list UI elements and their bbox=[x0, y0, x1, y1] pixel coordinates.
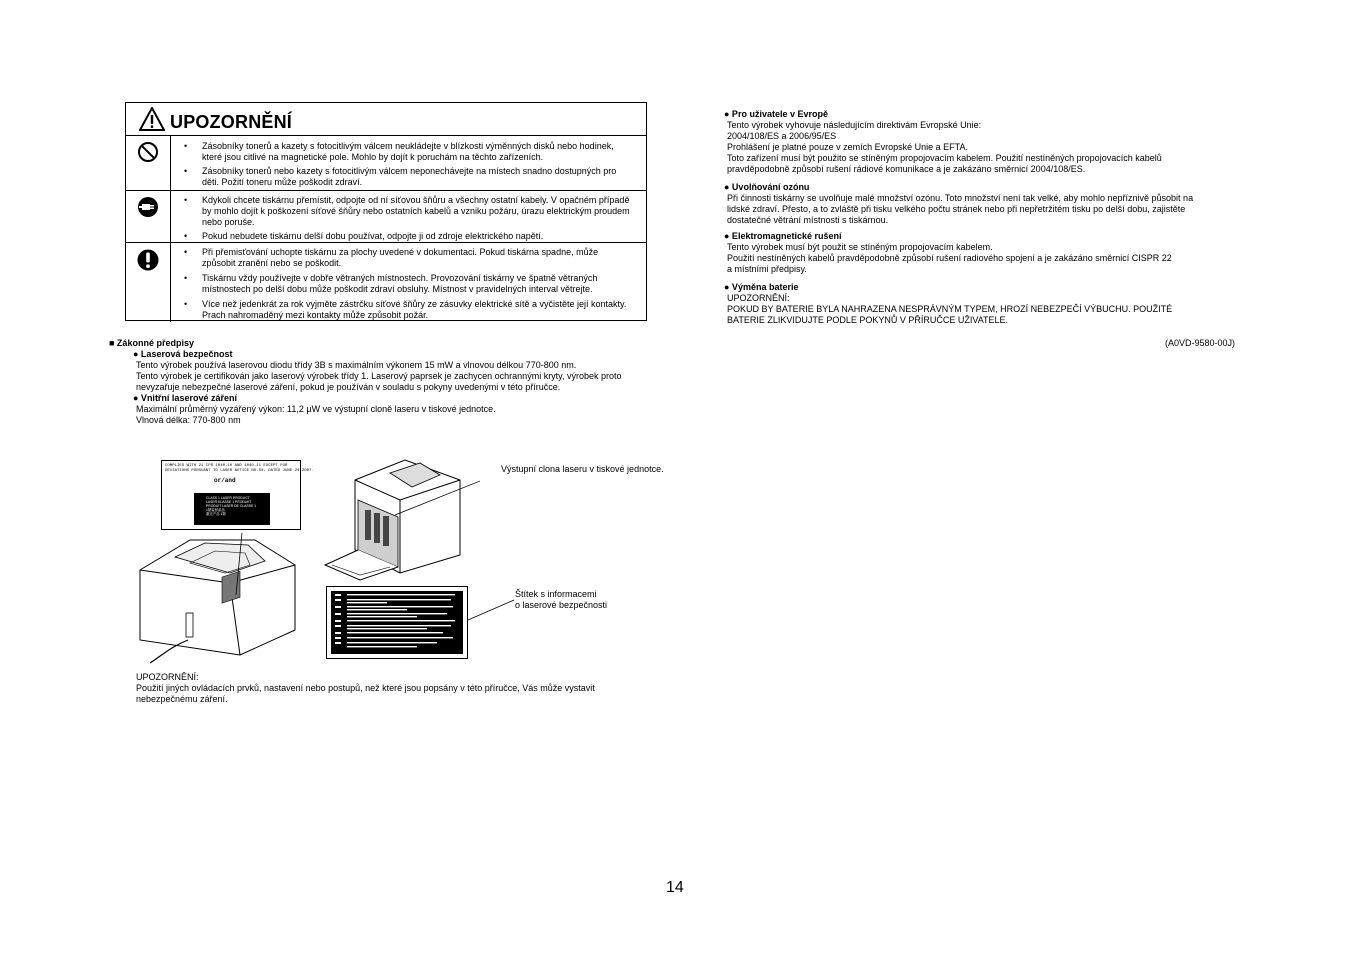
list-item: • Více než jedenkrát za rok vyjměte zástrčku síťové šňůry ze zásuvky elektrické sítě a vyčistěte její kontakty. Prach nahromaděný mezi kontakty může způsobit požár. bbox=[202, 299, 632, 321]
list-item: • Tiskárnu vždy používejte v dobře větraných místnostech. Provozování tiskárny ve špatně větraných místnostech po delší dobu může poškodit zdraví obsluhy. Místnost v pravidelných interval větrejte. bbox=[202, 273, 632, 295]
europe-heading: ● Pro uživatele v Evropě bbox=[724, 109, 828, 119]
europe-text: Tento výrobek vyhovuje následujícím direktivám Evropské Unie: 2004/108/ES a 2006/95/ES Prohlášení je platné pouze v zemích Evropské Unie a EFTA. Toto zařízení musí být použito se stíněným propojovacím kabelem. Použití nestíněných propojovacích kabelů pravděpodobně způsobí rušení rádiové komunikace a je zakázáno směrnicí 2004/108/ES. bbox=[727, 120, 1162, 174]
warning-title: UPOZORNĚNÍ bbox=[170, 112, 293, 132]
ozone-text: Při činnosti tiskárny se uvolňuje malé množství ozónu. Toto množství není tak velké, aby mohlo nepříznivě působit na lidské zdraví. Přesto, a to zvláště při tisku velkého počtu stránek nebo při nepřetržitém tisku po delší dobu, zajistěte dostatečné větrání místnosti s tiskárnou. bbox=[727, 193, 1194, 225]
label-or: or/and bbox=[214, 477, 236, 484]
list-item: • Kdykoli chcete tiskárnu přemístit, odpojte od ní síťovou šňůru a všechny ostatní kabely. V opačném případě by mohlo dojít k poškození síťové šňůry nebo ostatních kabelů a vzniku požáru, úrazu elektrickým proudem nebo poruše. bbox=[202, 195, 632, 228]
ozone-heading: ● Uvolňování ozónu bbox=[724, 182, 810, 192]
warning-box bbox=[125, 102, 647, 321]
unplug-icon bbox=[137, 196, 159, 218]
callout-line bbox=[466, 598, 516, 622]
internal-laser-text: Maximální průměrný vyzářený výkon: 11,2 µW ve výstupní cloně laseru v tiskové jednotce. Vlnová délka: 770-800 nm bbox=[136, 404, 496, 425]
list-item: • Pokud nebudete tiskárnu delší dobu používat, odpojte ji od zdroje elektrického napětí. bbox=[202, 231, 632, 242]
warning-row-prohibition bbox=[126, 136, 646, 191]
printer-illustration-rear bbox=[130, 525, 310, 665]
document-code: (A0VD-9580-00J) bbox=[1165, 338, 1236, 348]
page-number: 14 bbox=[666, 879, 684, 896]
list-item: • Zásobníky tonerů a kazety s fotocitlivým válcem neukládejte v blízkosti výměnných disků nebo hodinek, které jsou citlivé na magnetické pole. Mohlo by dojít k poruchám na těchto zařízeních. bbox=[202, 141, 632, 163]
emc-text: Tento výrobek musí být použit se stíněným propojovacím kabelem. Použití nestíněných kabelů pravděpodobně způsobí rušení radiového spojení a je zakázáno směrnicí CISPR 22 a místními předpisy. bbox=[727, 242, 1172, 274]
warning-triangle-icon bbox=[139, 107, 165, 131]
laser-safety-heading: ● Laserová bezpečnost bbox=[133, 349, 233, 359]
laser-info-label bbox=[326, 586, 468, 659]
warning-row-exclamation bbox=[126, 243, 646, 322]
warning-header bbox=[126, 103, 646, 136]
battery-heading: ● Výměna baterie bbox=[724, 282, 799, 292]
printer-illustration-front bbox=[320, 455, 480, 585]
label-text: DEVIATIONS PURSUANT TO LASER NOTICE NO.50, DATED JUNE 24,2007. bbox=[165, 469, 314, 473]
list-item: • Při přemisťování uchopte tiskárnu za plochy uvedené v dokumentaci. Pokud tiskárna spadne, může způsobit zranění nebo se poškodit. bbox=[202, 247, 632, 269]
bottom-caution: UPOZORNĚNÍ: Použití jiných ovládacích prvků, nastavení nebo postupů, než které jsou popsány v této příručce, Vás může vystavit nebezpečnému záření. bbox=[136, 672, 595, 704]
exclamation-icon bbox=[137, 248, 159, 272]
label-text-lines bbox=[335, 594, 459, 652]
regulations-heading: ■ Zákonné předpisy bbox=[109, 338, 194, 348]
laser-safety-text: Tento výrobek používá laserovou diodu třídy 3B s maximálním výkonem 15 mW a vlnovou délkou 770-800 nm. Tento výrobek je certifikován jako laserový výrobek třídy 1. Laserový paprsek je zachycen ochrannými kryty, výrobek proto nevyzařuje nebezpečné laserové záření, pokud je používán v souladu s pokyny uvedenými v této příručce. bbox=[136, 360, 622, 392]
label-text: COMPLIES WITH 21 CFR 1040.10 AND 1040.11 EXCEPT FOR bbox=[165, 464, 288, 468]
callout-label: Štítek s informacemi o laserové bezpečnosti bbox=[515, 589, 608, 610]
prohibition-icon bbox=[137, 141, 159, 163]
class1-label: CLASS 1 LASER PRODUCT LASER KLASSE 1 PRODUKT PRODUIT LASER DE CLASSE 1 1類雷射產品 激光产品 1類 bbox=[194, 493, 270, 525]
emc-heading: ● Elektromagnetické rušení bbox=[724, 231, 842, 241]
callout-aperture: Výstupní clona laseru v tiskové jednotce. bbox=[501, 464, 664, 474]
internal-laser-heading: ● Vnitřní laserové záření bbox=[133, 393, 237, 403]
battery-text: UPOZORNĚNÍ: POKUD BY BATERIE BYLA NAHRAZENA NESPRÁVNÝM TYPEM, HROZÍ NEBEZPEČÍ VÝBUCHU. POUŽITÉ BATERIE ZLIKVIDUJTE PODLE POKYNŮ V PŘÍRUČCE UŽIVATELE. bbox=[727, 293, 1173, 325]
list-item: • Zásobníky tonerů nebo kazety s fotocitlivým válcem neponechávejte na místech snadno dostupných pro děti. Požití toneru může poškodit zdraví. bbox=[202, 166, 632, 188]
certification-label bbox=[161, 460, 314, 530]
warning-row-unplug bbox=[126, 191, 646, 243]
